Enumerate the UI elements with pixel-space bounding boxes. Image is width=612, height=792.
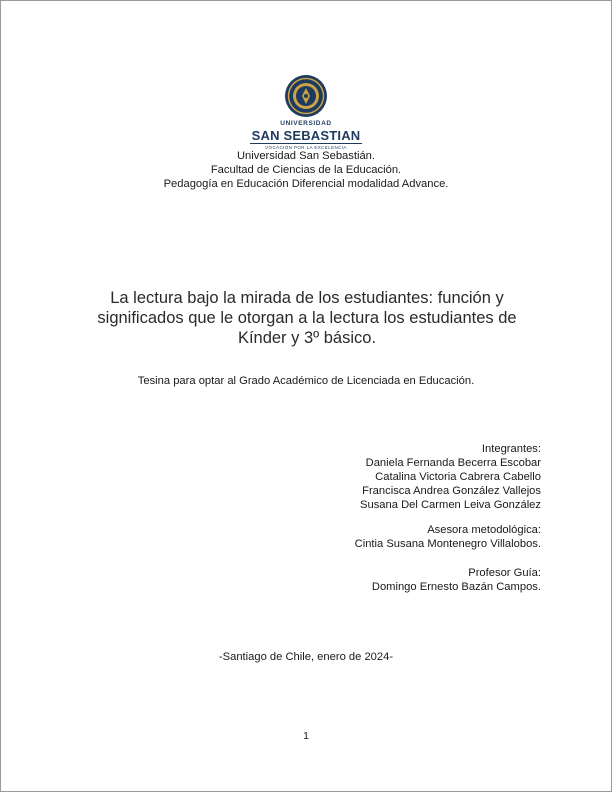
advisor-name: Cintia Susana Montenegro Villalobos. [354,538,541,550]
university-seal-icon [284,74,328,118]
institution-program: Pedagogía en Educación Diferencial modalidad Advance. [163,178,449,190]
member-name: Daniela Fernanda Becerra Escobar [365,457,541,469]
institution-block [1,149,611,191]
title-line: Kínder y 3º básico. [237,329,377,347]
institution-faculty: Facultad de Ciencias de la Educación. [210,164,402,176]
page-number: 1 [303,730,309,742]
member-name: Susana Del Carmen Leiva González [360,499,541,511]
advisor-block [355,523,541,551]
title-line: significados que le otorgan a la lectura los estudiantes de [97,309,517,327]
logo-tagline: VOCACIÓN POR LA EXCELENCIA [265,145,347,150]
member-name: Francisca Andrea González Vallejos [362,485,541,497]
date-line: -Santiago de Chile, enero de 2024- [218,651,394,663]
guide-name: Domingo Ernesto Bazán Campos. [371,581,541,593]
guide-block [372,566,541,594]
thesis-subtitle: Tesina para optar al Grado Académico de Licenciada en Educación. [137,375,475,387]
members-label: Integrantes: [481,443,541,455]
guide-label: Profesor Guía: [468,567,541,579]
logo-line-2: SAN SEBASTIAN [251,128,361,143]
advisor-label: Asesora metodológica: [427,524,541,536]
thesis-title [61,288,553,348]
institution-university: Universidad San Sebastián. [236,150,376,162]
members-block [360,442,541,512]
university-logo [1,74,611,151]
title-line: La lectura bajo la mirada de los estudiantes: función y [110,289,504,307]
member-name: Catalina Victoria Cabrera Cabello [375,471,541,483]
logo-line-1: UNIVERSIDAD [280,120,332,127]
